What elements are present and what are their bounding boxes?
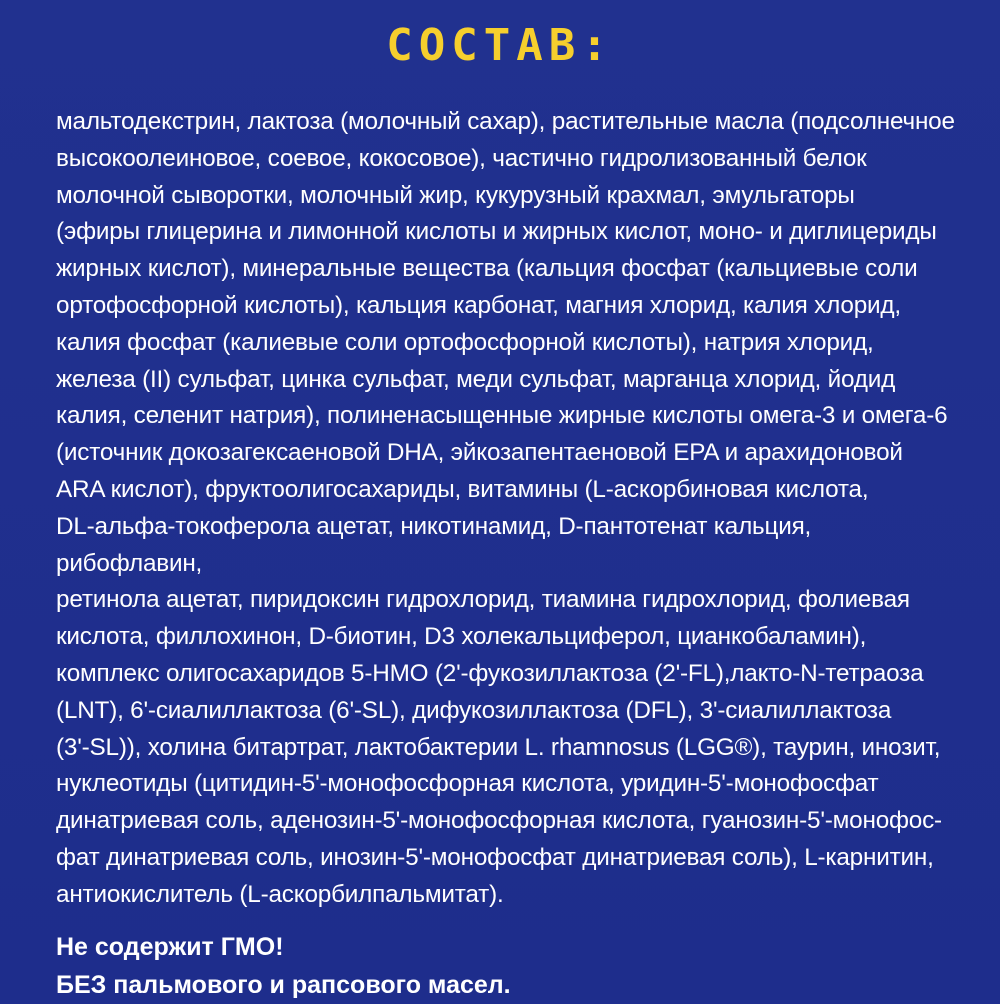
page-title: СОСТАВ:: [386, 20, 614, 71]
no-gmo-note: Не содержит ГМО!: [56, 932, 284, 961]
product-notes: [56, 928, 1000, 1004]
no-palm-rapeseed-oil-note: БЕЗ пальмового и рапсового масел.: [56, 970, 511, 999]
composition-text: мальтодекстрин, лактоза (молочный сахар), растительные масла (подсолнечное высокоолеиновое, соевое, кокосовое), частично гидролизованный белок молочной сыворотки, молочный жир, кукурузный крахмал, эмульгаторы (эфиры глицерина и лимонной кислоты и жирных кислот, моно- и диглицериды жирных кислот), минеральные вещества (кальция фосфат (кальциевые соли ортофосфорной кислоты), кальция карбонат, магния хлорид, калия хлорид, калия фосфат (калиевые соли ортофосфорной кислоты), натрия хлорид, железа (II) сульфат, цинка сульфат, меди сульфат, марганца хлорид, йодид калия, селенит натрия), полиненасыщенные жирные кислоты омега-3 и омега-6 (источник докозагексаеновой DHA, эйкозапентаеновой EPA и арахидоновой ARA кислот), фруктоолигосахариды, витамины (L-аскорбиновая кислота, DL-альфа-токоферола ацетат, никотинамид, D-пантотенат кальция, рибофлавин, ретинола ацетат, пиридоксин гидрохлорид, тиамина гидрохлорид, фолиевая кислота, филлохинон, D-биотин, D3 холекальциферол, цианкобаламин), комплекс олигосахаридов 5-HMO (2'-фукозиллактоза (2'-FL),лакто-N-тетраоза (LNT), 6'-сиалиллактоза (6'-SL), дифукозиллактоза (DFL), 3'-сиалиллактоза (3'-SL)), холина битартрат, лактобактерии L. rhamnosus (LGG®), таурин, инозит, нуклеотиды (цитидин-5'-монофосфорная кислота, уридин-5'-монофосфат динатриевая соль, аденозин-5'-монофосфорная кислота, гуанозин-5'-монофос- фат динатриевая соль, инозин-5'-монофосфат динатриевая соль), L-карнитин, антиокислитель (L-аскорбилпальмитат).: [56, 108, 955, 908]
